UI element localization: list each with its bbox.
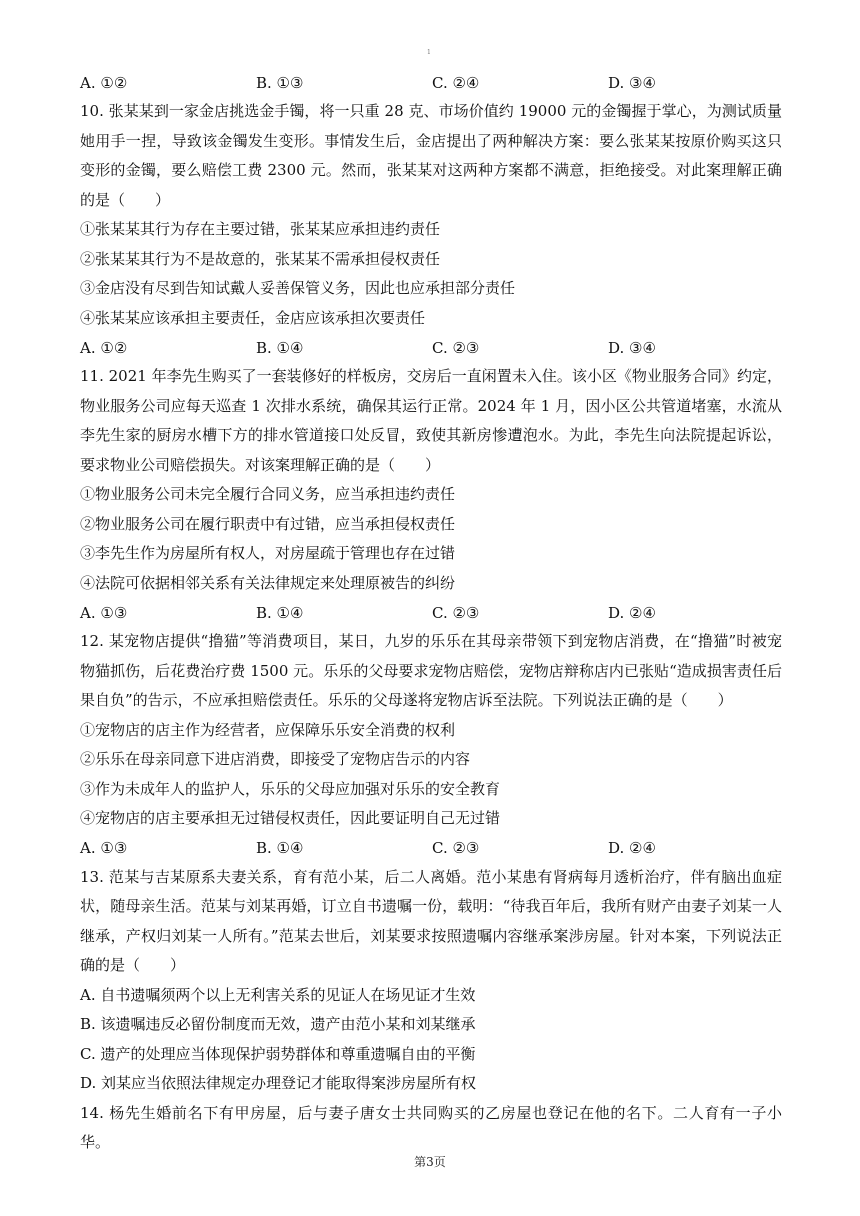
question-14 bbox=[80, 1099, 782, 1158]
q10-options bbox=[80, 333, 782, 362]
option-d: D. 刘某应当依照法律规定办理登记才能取得案涉房屋所有权 bbox=[80, 1074, 477, 1092]
option-d: D. ③④ bbox=[608, 73, 656, 92]
statement-4: ④宠物店的店主要承担无过错侵权责任，因此要证明自己无过错 bbox=[80, 809, 501, 827]
question-12 bbox=[80, 627, 782, 863]
option-c: C. ②③ bbox=[432, 603, 480, 622]
statement-4: ④法院可依据相邻关系有关法律规定来处理原被告的纠纷 bbox=[80, 573, 456, 592]
option-b: B. ①③ bbox=[256, 73, 304, 92]
statement-1: ①张某某其行为存在主要过错，张某某应承担违约责任 bbox=[80, 220, 441, 238]
option-c: C. 遗产的处理应当体现保护弱势群体和尊重遗嘱自由的平衡 bbox=[80, 1044, 476, 1063]
exam-content bbox=[80, 68, 782, 1158]
option-c: C. ②③ bbox=[432, 839, 480, 857]
option-c: C. ②④ bbox=[432, 73, 480, 92]
question-stem: 11. 2021 年李先生购买了一套装修好的样板房，交房后一直闲置未入住。该小区《物业服务合同》约定，物业服务公司应每天巡查 1 次排水系统，确保其运行正常。2024 年 1 月，因小区公共管道堵塞，水流从李先生家的厨房水槽下方的排水管道接口处反冒，致使其新房惨遭泡水。为此，李先生向法院提起诉讼，要求物业公司赔偿损失。对该案理解正确的是（ ） bbox=[80, 367, 782, 474]
option-b: B. ①④ bbox=[256, 338, 304, 357]
statement-3: ③李先生作为房屋所有权人，对房屋疏于管理也存在过错 bbox=[80, 544, 456, 562]
statement-2: ②物业服务公司在履行职责中有过错，应当承担侵权责任 bbox=[80, 514, 456, 533]
question-stem: 10. 张某某到一家金店挑选金手镯，将一只重 28 克、市场价值约 19000 元的金镯握于掌心，为测试质量她用手一捏，导致该金镯发生变形。事情发生后，金店提出了两种解决方案：要么张某某按原价购买这只变形的金镯，要么赔偿工费 2300 元。然而，张某某对这两种方案都不满意，拒绝接受。对此案理解正确的是（ ） bbox=[80, 102, 782, 209]
option-b: B. ①④ bbox=[256, 839, 304, 857]
statement-3: ③金店没有尽到告知试戴人妥善保管义务，因此也应承担部分责任 bbox=[80, 279, 516, 297]
option-a: A. 自书遗嘱须两个以上无利害关系的见证人在场见证才生效 bbox=[80, 985, 476, 1004]
option-a: A. ①② bbox=[80, 338, 128, 357]
statement-4: ④张某某应该承担主要责任，金店应该承担次要责任 bbox=[80, 308, 426, 327]
option-d: D. ③④ bbox=[608, 338, 656, 357]
statement-1: ①宠物店的店主作为经营者，应保障乐乐安全消费的权利 bbox=[80, 720, 456, 739]
option-d: D. ②④ bbox=[608, 603, 656, 622]
option-a: A. ①② bbox=[80, 73, 128, 92]
question-stem: 14. 杨先生婚前名下有甲房屋，后与妻子唐女士共同购买的乙房屋也登记在他的名下。二人育有一子小华。 bbox=[80, 1103, 782, 1151]
question-13 bbox=[80, 863, 782, 1099]
option-b: B. 该遗嘱违反必留份制度而无效，遗产由范小某和刘某继承 bbox=[80, 1015, 476, 1033]
option-c: C. ②③ bbox=[432, 338, 480, 357]
q12-options bbox=[80, 834, 782, 863]
question-11 bbox=[80, 362, 782, 627]
statement-2: ②张某某其行为不是故意的，张某某不需承担侵权责任 bbox=[80, 249, 441, 268]
page-mark: 1 bbox=[427, 49, 431, 56]
option-d: D. ②④ bbox=[608, 839, 656, 857]
question-10 bbox=[80, 97, 782, 362]
option-b: B. ①④ bbox=[256, 603, 304, 622]
question-stem: 13. 范某与吉某原系夫妻关系，育有范小某，后二人离婚。范小某患有肾病每月透析治疗，伴有脑出血症状，随母亲生活。范某与刘某再婚，订立自书遗嘱一份，载明：“待我百年后，我所有财产由妻子刘某一人继承，产权归刘某一人所有。”范某去世后，刘某要求按照遗嘱内容继承案涉房屋。针对本案，下列说法正确的是（ ） bbox=[80, 867, 782, 974]
statement-1: ①物业服务公司未完全履行合同义务，应当承担违约责任 bbox=[80, 485, 456, 503]
option-a: A. ①③ bbox=[80, 603, 128, 622]
page-number: 第3页 bbox=[414, 1155, 446, 1169]
statement-2: ②乐乐在母亲同意下进店消费，即接受了宠物店告示的内容 bbox=[80, 750, 471, 768]
question-stem: 12. 某宠物店提供“撸猫”等消费项目，某日，九岁的乐乐在其母亲带领下到宠物店消费，在“撸猫”时被宠物猫抓伤，后花费治疗费 1500 元。乐乐的父母要求宠物店赔偿，宠物店辩称店内已张贴“造成损害责任后果自负”的告示，不应承担赔偿责任。乐乐的父母遂将宠物店诉至法院。下列说法正确的是（ ） bbox=[80, 632, 782, 709]
q11-options bbox=[80, 598, 782, 627]
q9-options bbox=[80, 68, 782, 97]
statement-3: ③作为未成年人的监护人，乐乐的父母应加强对乐乐的安全教育 bbox=[80, 779, 501, 798]
option-a: A. ①③ bbox=[80, 839, 128, 857]
